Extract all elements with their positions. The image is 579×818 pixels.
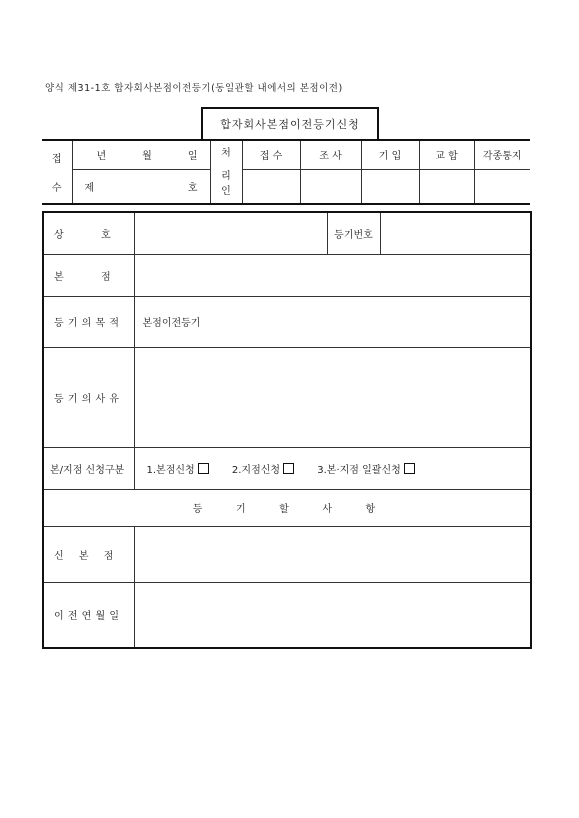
option-head-office[interactable] [147, 461, 209, 476]
column-header-verify: 교 합 [419, 140, 474, 169]
receipt-label-bottom: 수 [51, 183, 62, 194]
option-branch[interactable] [232, 461, 294, 476]
application-table [42, 211, 532, 649]
receipt-date-cell [72, 140, 210, 169]
process-label-2: 리 [221, 170, 231, 182]
application-type-label: 본/지점 신청구분 [43, 447, 134, 489]
receipt-label-cell [42, 140, 72, 204]
option-batch-label: 3.본·지점 일괄신청 [317, 464, 401, 476]
purpose-value: 본점이전등기 [134, 296, 531, 347]
option-branch-label: 2.지점신청 [231, 464, 281, 476]
column-header-review: 조 사 [300, 140, 361, 169]
application-type-options [134, 447, 531, 489]
option-head-office-label: 1.본점신청 [146, 464, 195, 476]
column-header-receive: 접 수 [242, 140, 300, 169]
entry-stamp-cell[interactable] [361, 169, 419, 204]
receipt-number-cell [72, 169, 210, 204]
reason-label: 등 기 의 사 유 [43, 347, 134, 447]
relocation-date-field[interactable] [134, 582, 531, 648]
column-header-entry: 기 입 [361, 140, 419, 169]
process-label-1: 처 [221, 147, 231, 159]
verify-stamp-cell[interactable] [419, 169, 474, 204]
head-office-checkbox[interactable] [198, 463, 209, 474]
form-title-text: 합자회사본점이전등기신청 [220, 118, 360, 131]
trade-name-label: 상 호 [43, 212, 134, 254]
batch-checkbox[interactable] [404, 463, 415, 474]
review-stamp-cell[interactable] [300, 169, 361, 204]
new-head-office-field[interactable] [134, 526, 531, 582]
registration-number-field[interactable] [380, 212, 531, 254]
reason-field[interactable] [134, 347, 531, 447]
registration-number-label: 등기번호 [327, 212, 380, 254]
receive-stamp-cell[interactable] [242, 169, 300, 204]
receipt-table [42, 139, 530, 205]
process-label-cell [210, 140, 242, 204]
head-office-field[interactable] [134, 254, 531, 296]
column-header-notice: 각종통지 [474, 140, 530, 169]
trade-name-field[interactable] [134, 212, 327, 254]
head-office-label: 본 점 [43, 254, 134, 296]
new-head-office-label: 신 본 점 [43, 526, 134, 582]
number-prefix: 제 [84, 182, 95, 194]
form-title [201, 107, 379, 141]
purpose-label: 등 기 의 목 적 [43, 296, 134, 347]
date-day-label: 일 [187, 151, 198, 163]
form-caption: 양식 제31-1호 합자회사본점이전등기(동일관할 내에서의 본점이전) [45, 83, 343, 94]
date-year-label: 년 [96, 151, 107, 163]
date-month-label: 월 [142, 151, 152, 163]
process-label-3: 인 [221, 185, 231, 197]
option-batch[interactable] [317, 461, 415, 476]
receipt-label-top: 접 [51, 154, 62, 165]
matters-header: 등 기 할 사 항 [43, 489, 531, 526]
number-suffix: 호 [187, 182, 198, 194]
notice-stamp-cell[interactable] [474, 169, 530, 204]
branch-checkbox[interactable] [283, 463, 294, 474]
relocation-date-label: 이 전 연 월 일 [43, 582, 134, 648]
